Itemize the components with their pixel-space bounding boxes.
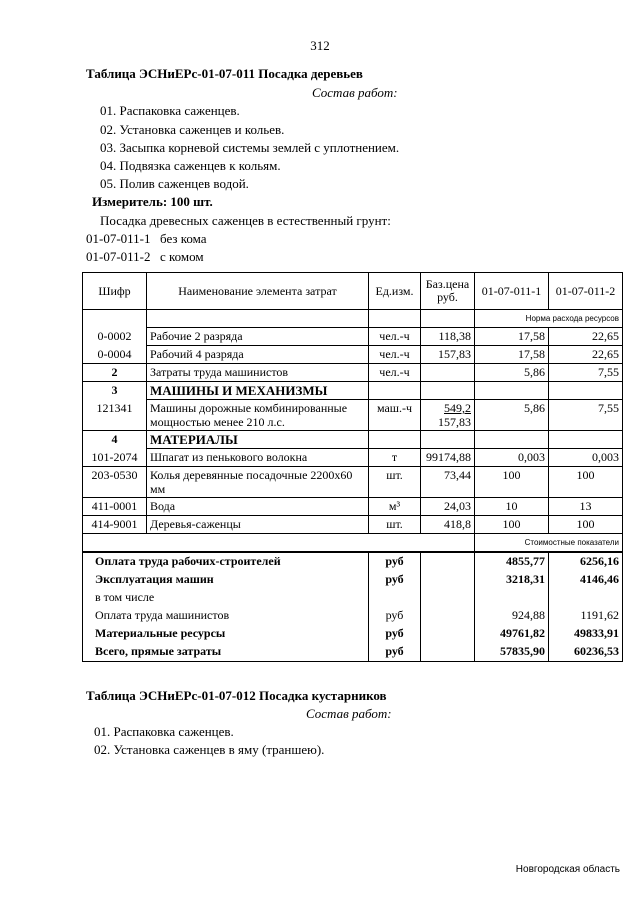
table2-title: Таблица ЭСНиЕРс-01-07-012 Посадка кустарников bbox=[86, 688, 387, 703]
row-v2: 100 bbox=[549, 467, 623, 498]
summary-name: Материальные ресурсы bbox=[83, 625, 369, 643]
summary-v1: 3218,31 bbox=[475, 571, 549, 589]
summary-v2: 60236,53 bbox=[549, 643, 623, 662]
header-variant-1: 01-07-011-1 bbox=[475, 273, 549, 310]
row-name: Колья деревянные посадочные 2200х60 мм bbox=[147, 467, 369, 498]
summary-unit: руб bbox=[369, 643, 421, 662]
row-code: 121341 bbox=[83, 400, 147, 431]
table-row bbox=[83, 449, 623, 467]
row-price: 24,03 bbox=[421, 498, 475, 516]
row-price bbox=[421, 400, 475, 431]
row-name: Затраты труда машинистов bbox=[147, 364, 369, 382]
section-row bbox=[83, 431, 623, 449]
row-price-line: 157,83 bbox=[438, 415, 471, 429]
row-v1: 5,86 bbox=[475, 400, 549, 431]
row-v2: 0,003 bbox=[549, 449, 623, 467]
summary-name: Всего, прямые затраты bbox=[83, 643, 369, 662]
section-code: 3 bbox=[83, 382, 147, 400]
norm-label: Норма расхода ресурсов bbox=[475, 310, 623, 328]
summary-unit: руб bbox=[369, 571, 421, 589]
row-code: 414-9001 bbox=[83, 516, 147, 534]
summary-v2: 6256,16 bbox=[549, 552, 623, 571]
summary-unit: руб bbox=[369, 625, 421, 643]
work-step: 02. Установка саженцев в яму (траншею). bbox=[94, 742, 325, 757]
summary-row bbox=[83, 589, 623, 607]
table1-subtitle: Состав работ: bbox=[312, 85, 398, 100]
table-row bbox=[83, 467, 623, 498]
table-row bbox=[83, 400, 623, 431]
table-row bbox=[83, 516, 623, 534]
row-price: 157,83 bbox=[421, 346, 475, 364]
row-v1: 17,58 bbox=[475, 328, 549, 346]
variant-code: 01-07-011-1 bbox=[86, 231, 151, 246]
table-row bbox=[83, 498, 623, 516]
row-price bbox=[421, 364, 475, 382]
row-code: 101-2074 bbox=[83, 449, 147, 467]
row-v2: 22,65 bbox=[549, 328, 623, 346]
row-name-line: Машины дорожные комбинированные bbox=[150, 401, 348, 415]
row-v1: 5,86 bbox=[475, 364, 549, 382]
table-row bbox=[83, 328, 623, 346]
page-number: 312 bbox=[310, 38, 330, 53]
section-code: 4 bbox=[83, 431, 147, 449]
row-unit: чел.-ч bbox=[369, 346, 421, 364]
section-name: МАШИНЫ И МЕХАНИЗМЫ bbox=[147, 382, 369, 400]
summary-v1: 49761,82 bbox=[475, 625, 549, 643]
summary-row bbox=[83, 571, 623, 589]
row-v2: 22,65 bbox=[549, 346, 623, 364]
table-row bbox=[83, 364, 623, 382]
row-v1: 100 bbox=[475, 516, 549, 534]
header-unit: Ед.изм. bbox=[369, 273, 421, 310]
summary-v1: 924,88 bbox=[475, 607, 549, 625]
row-v1: 0,003 bbox=[475, 449, 549, 467]
header-name: Наименование элемента затрат bbox=[147, 273, 369, 310]
row-code: 2 bbox=[83, 364, 147, 382]
cost-label: Стоимостные показатели bbox=[475, 534, 623, 553]
summary-unit: руб bbox=[369, 607, 421, 625]
summary-v2: 49833,91 bbox=[549, 625, 623, 643]
row-name: Рабочий 4 разряда bbox=[147, 346, 369, 364]
row-name: Вода bbox=[147, 498, 369, 516]
footer-region: Новгородская область bbox=[515, 864, 620, 875]
variant-label: без кома bbox=[160, 231, 207, 246]
row-v2: 13 bbox=[549, 498, 623, 516]
row-unit: маш.-ч bbox=[369, 400, 421, 431]
resource-table bbox=[82, 272, 623, 662]
section-name: МАТЕРИАЛЫ bbox=[147, 431, 369, 449]
summary-v1: 57835,90 bbox=[475, 643, 549, 662]
summary-v2: 1191,62 bbox=[549, 607, 623, 625]
row-name: Деревья-саженцы bbox=[147, 516, 369, 534]
row-name: Шпагат из пенькового волокна bbox=[147, 449, 369, 467]
summary-v1: 4855,77 bbox=[475, 552, 549, 571]
row-v2: 100 bbox=[549, 516, 623, 534]
header-code: Шифр bbox=[83, 273, 147, 310]
work-step: 01. Распаковка саженцев. bbox=[94, 724, 234, 739]
work-step: 05. Полив саженцев водой. bbox=[100, 176, 249, 191]
row-name-line: мощностью менее 210 л.с. bbox=[150, 415, 285, 429]
row-unit: м³ bbox=[369, 498, 421, 516]
table1-title: Таблица ЭСНиЕРс-01-07-011 Посадка деревьев bbox=[86, 66, 363, 81]
row-unit: шт. bbox=[369, 467, 421, 498]
row-unit: т bbox=[369, 449, 421, 467]
row-price-line: 549,2 bbox=[444, 401, 471, 415]
work-step: 03. Засыпка корневой системы землей с уплотнением. bbox=[100, 140, 400, 155]
row-unit: чел.-ч bbox=[369, 364, 421, 382]
summary-v2: 4146,46 bbox=[549, 571, 623, 589]
work-step: 02. Установка саженцев и кольев. bbox=[100, 122, 285, 137]
row-price: 73,44 bbox=[421, 467, 475, 498]
work-step: 01. Распаковка саженцев. bbox=[100, 103, 240, 118]
row-v1: 17,58 bbox=[475, 346, 549, 364]
row-name bbox=[147, 400, 369, 431]
row-v1: 10 bbox=[475, 498, 549, 516]
table-row bbox=[83, 346, 623, 364]
summary-name: в том числе bbox=[83, 589, 369, 607]
row-name: Рабочие 2 разряда bbox=[147, 328, 369, 346]
row-v2: 7,55 bbox=[549, 364, 623, 382]
variant-code: 01-07-011-2 bbox=[86, 249, 151, 264]
row-price: 418,8 bbox=[421, 516, 475, 534]
row-v1: 100 bbox=[475, 467, 549, 498]
header-variant-2: 01-07-011-2 bbox=[549, 273, 623, 310]
variant-label: с комом bbox=[160, 249, 204, 264]
summary-row bbox=[83, 643, 623, 662]
row-code: 411-0001 bbox=[83, 498, 147, 516]
header-price: Баз.цена руб. bbox=[421, 273, 475, 310]
work-step: 04. Подвязка саженцев к кольям. bbox=[100, 158, 281, 173]
summary-name: Оплата труда рабочих-строителей bbox=[83, 552, 369, 571]
row-price: 118,38 bbox=[421, 328, 475, 346]
row-v2: 7,55 bbox=[549, 400, 623, 431]
summary-name: Оплата труда машинистов bbox=[83, 607, 369, 625]
summary-row bbox=[83, 625, 623, 643]
summary-unit: руб bbox=[369, 552, 421, 571]
description: Посадка древесных саженцев в естественный грунт: bbox=[100, 213, 391, 228]
summary-row bbox=[83, 607, 623, 625]
summary-name: Эксплуатация машин bbox=[83, 571, 369, 589]
section-row bbox=[83, 382, 623, 400]
row-unit: шт. bbox=[369, 516, 421, 534]
row-price: 99174,88 bbox=[421, 449, 475, 467]
row-code: 0-0002 bbox=[83, 328, 147, 346]
measure-label: Измеритель: 100 шт. bbox=[92, 194, 213, 209]
row-unit: чел.-ч bbox=[369, 328, 421, 346]
summary-row bbox=[83, 552, 623, 571]
table2-subtitle: Состав работ: bbox=[306, 706, 392, 721]
row-code: 203-0530 bbox=[83, 467, 147, 498]
row-code: 0-0004 bbox=[83, 346, 147, 364]
